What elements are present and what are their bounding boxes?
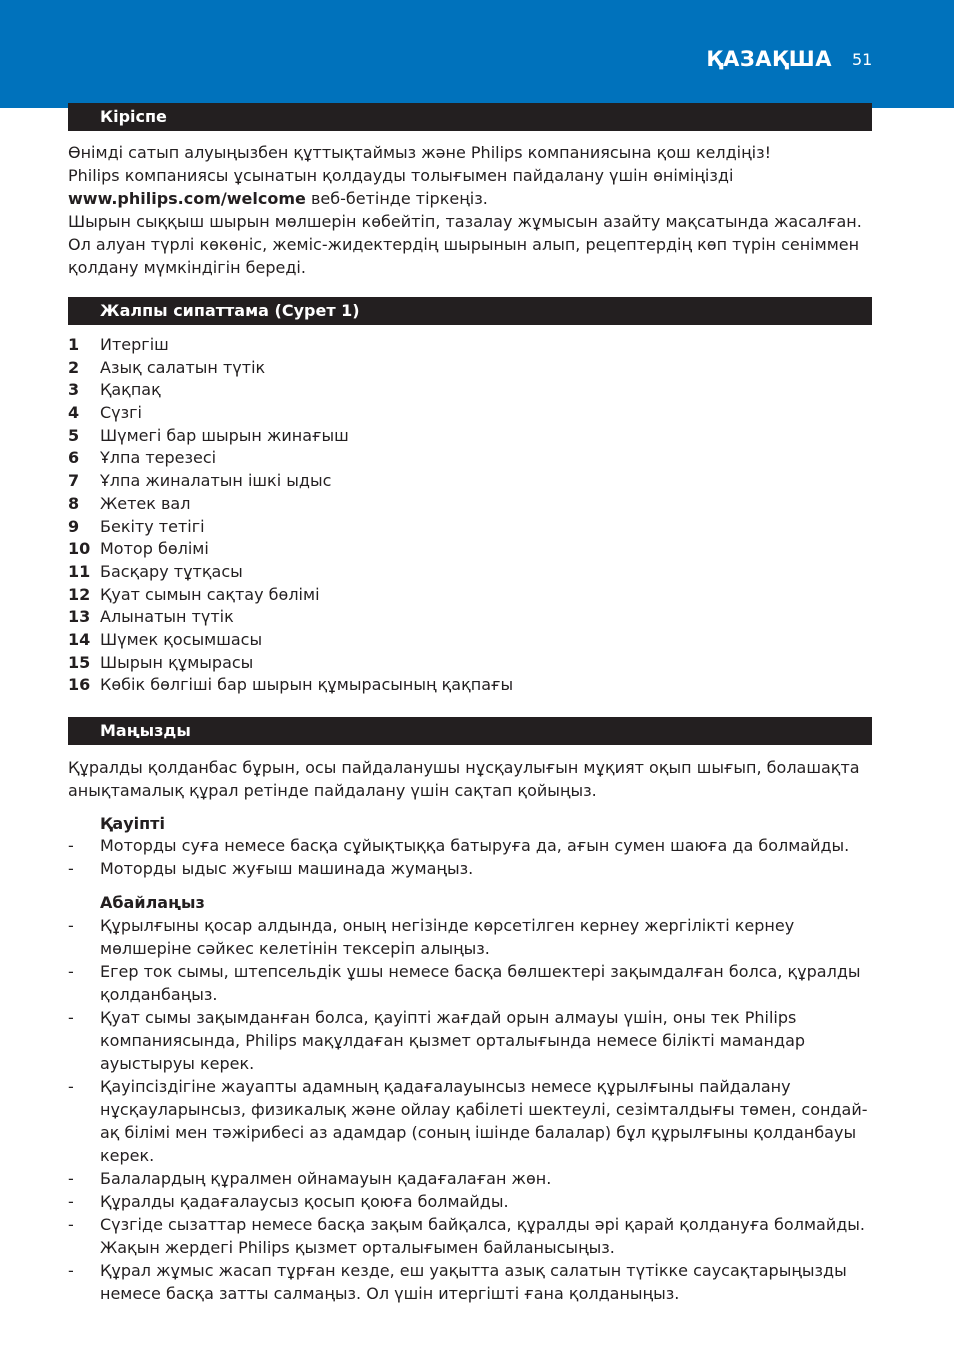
intro-line-2: Philips компаниясы ұсынатын қолдауды толығымен пайдалану үшін өніміңізді <box>68 166 734 185</box>
welcome-url: www.philips.com/welcome <box>68 189 306 208</box>
list-item <box>68 834 874 857</box>
item-number: 15 <box>68 652 91 672</box>
item-label: Көбік бөлгіші бар шырын құмырасының қақпағы <box>100 675 514 695</box>
item-number: 10 <box>68 539 91 559</box>
language-title: ҚАЗАҚША <box>706 47 832 71</box>
section-heading-description: Жалпы сипаттама (Сурет 1) <box>68 297 872 325</box>
list-item <box>68 1190 874 1213</box>
section-heading-important: Маңызды <box>68 717 872 745</box>
list-item <box>68 584 874 607</box>
dash-marker: - <box>68 1077 74 1096</box>
list-item <box>68 1075 874 1167</box>
parts-list <box>68 334 874 697</box>
intro-line-3: Шырын сыққыш шырын мөлшерін көбейтіп, тазалау жұмысын азайту мақсатында жасалған. Ол алуан түрлі көкөніс, жеміс-жидектердің шырынын алып, рецептердің көп түрін сеніммен қолдану мүмкіндігін береді. <box>68 212 862 277</box>
item-number: 2 <box>68 357 80 377</box>
list-item <box>68 674 874 697</box>
item-number: 3 <box>68 380 80 400</box>
item-label: Ұлпа жиналатын ішкі ыдыс <box>100 471 332 491</box>
list-item <box>68 561 874 584</box>
list-item <box>68 402 874 425</box>
list-item <box>68 857 874 880</box>
list-item <box>68 1213 874 1259</box>
section-heading-intro: Кіріспе <box>68 103 872 131</box>
item-number: 16 <box>68 675 91 695</box>
bullet-text: Моторды суға немесе басқа сұйықтыққа батыруға да, ағын сумен шаюға да болмайды. <box>100 836 850 855</box>
list-item <box>68 1167 874 1190</box>
list-item <box>68 1259 874 1305</box>
intro-text <box>68 141 874 279</box>
bullet-text: Құралды қадағалаусыз қосып қоюға болмайды. <box>100 1192 509 1211</box>
item-number: 14 <box>68 629 91 649</box>
list-item <box>68 1006 874 1075</box>
bullet-text: Құрылғыны қосар алдында, оның негізінде көрсетілген кернеу жергілікті кернеу мөлшеріне сәйкес келетінін тексеріп алыңыз. <box>100 916 795 958</box>
dash-marker: - <box>68 836 74 855</box>
dash-marker: - <box>68 1192 74 1211</box>
item-label: Шырын құмырасы <box>100 652 254 672</box>
bullet-text: Қуат сымы зақымданған болса, қауіпті жағдай орын алмауы үшін, оны тек Philips компаниясында, Philips мақұлдаған қызмет орталығында немесе білікті мамандар ауыстыруы керек. <box>100 1008 806 1073</box>
caution-heading: Абайлаңыз <box>100 893 205 912</box>
item-number: 6 <box>68 448 80 468</box>
item-label: Алынатын түтік <box>100 607 234 627</box>
bullet-text: Балалардың құралмен ойнамауын қадағалаған жөн. <box>100 1169 552 1188</box>
bullet-text: Егер ток сымы, штепсельдік ұшы немесе басқа бөлшектері зақымдалған болса, құралды қолданбаңыз. <box>100 962 861 1004</box>
bullet-text: Сүзгіде сызаттар немесе басқа зақым байқалса, құралды әрі қарай қолдануға болмайды. Жақын жердегі Philips қызмет орталығымен байланысыңыз. <box>100 1215 865 1257</box>
header-bar <box>0 0 954 108</box>
page-number: 51 <box>852 50 873 69</box>
item-label: Азық салатын түтік <box>100 357 266 377</box>
important-intro: Құралды қолданбас бұрын, осы пайдаланушы нұсқаулығын мұқият оқып шығып, болашақта анықтамалық құрал ретінде пайдалану үшін сақтап қойыңыз. <box>68 758 860 800</box>
bullet-text: Құрал жұмыс жасап тұрған кезде, еш уақытта азық салатын түтікке саусақтарыңызды немесе басқа затты салмаңыз. Ол үшін итергішті ғана қолданыңыз. <box>100 1261 847 1303</box>
item-label: Қақпақ <box>100 380 161 400</box>
list-item <box>68 447 874 470</box>
item-label: Басқару тұтқасы <box>100 561 243 581</box>
url-suffix: веб-бетінде тіркеңіз. <box>305 189 488 208</box>
bullet-text: Моторды ыдыс жуғыш машинада жумаңыз. <box>100 859 474 878</box>
intro-line-1: Өнімді сатып алуыңызбен құттықтаймыз және Philips компаниясына қош келдіңіз! <box>68 143 772 162</box>
item-label: Бекіту тетігі <box>100 516 205 536</box>
dash-marker: - <box>68 1008 74 1027</box>
item-label: Шүмегі бар шырын жинағыш <box>100 425 349 445</box>
list-item <box>68 357 874 380</box>
item-number: 9 <box>68 516 80 536</box>
item-number: 13 <box>68 607 91 627</box>
list-item <box>68 425 874 448</box>
item-label: Сүзгі <box>100 403 142 423</box>
dash-marker: - <box>68 1169 74 1188</box>
danger-heading: Қауіпті <box>100 814 165 833</box>
item-number: 1 <box>68 335 80 354</box>
list-item <box>68 379 874 402</box>
item-label: Шүмек қосымшасы <box>100 629 263 649</box>
dash-marker: - <box>68 1215 74 1234</box>
dash-marker: - <box>68 859 74 878</box>
dash-marker: - <box>68 916 74 935</box>
item-number: 12 <box>68 584 91 604</box>
list-item <box>68 470 874 493</box>
list-item <box>68 629 874 652</box>
item-number: 4 <box>68 403 80 423</box>
item-number: 8 <box>68 493 80 513</box>
item-label: Жетек вал <box>100 493 191 513</box>
item-label: Қуат сымын сақтау бөлімі <box>100 584 320 604</box>
item-number: 11 <box>68 561 91 581</box>
list-item <box>68 914 874 960</box>
item-label: Ұлпа терезесі <box>100 448 217 468</box>
list-item <box>68 334 874 357</box>
dash-marker: - <box>68 1261 74 1280</box>
list-item <box>68 516 874 539</box>
danger-list <box>68 834 874 880</box>
list-item <box>68 493 874 516</box>
item-number: 7 <box>68 471 80 491</box>
caution-list <box>68 914 874 1305</box>
item-number: 5 <box>68 425 80 445</box>
dash-marker: - <box>68 962 74 981</box>
list-item <box>68 652 874 675</box>
item-label: Мотор бөлімі <box>100 539 209 559</box>
intro-register-line <box>68 187 874 210</box>
list-item <box>68 960 874 1006</box>
item-label: Итергіш <box>100 335 169 354</box>
bullet-text: Қауіпсіздігіне жауапты адамның қадағалауынсыз немесе құрылғыны пайдалану нұсқауларынсыз, физикалық және ойлау қабілеті шектеулі, сезімталдығы төмен, сондай-ақ білімі мен тәжірибесі аз адамдар (соның ішінде балалар) бұл құрылғыны қолданбауы керек. <box>100 1077 868 1165</box>
list-item <box>68 606 874 629</box>
list-item <box>68 538 874 561</box>
